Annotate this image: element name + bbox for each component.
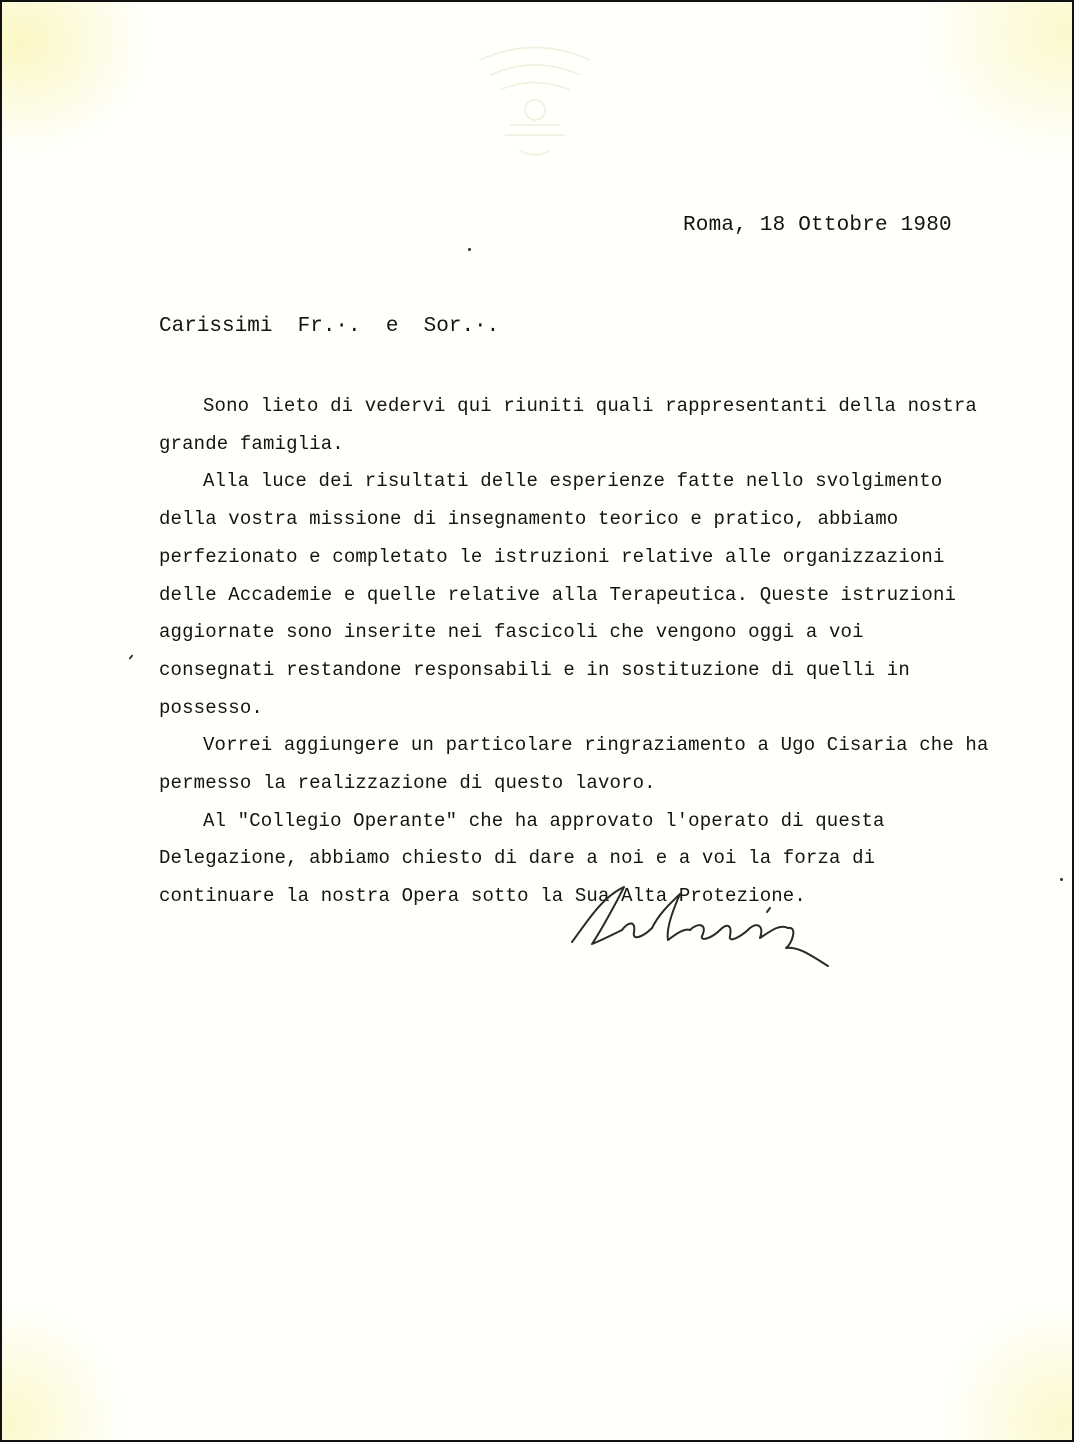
letter-date: Roma, 18 Ottobre 1980 bbox=[683, 214, 952, 237]
paragraph-instructions: Alla luce dei risultati delle esperienze fatte nello svolgimento della vostra missione di insegnamento teorico e pratico, abbiamo perfezionato e completato le istruzioni relative alle organizzazioni delle Accademie e quelle relative alla Terapeutica. Queste istruzioni aggiornate sono inserite nei fascicoli che vengono oggi a voi consegnati restandone responsabili e in sostituzione di quelli in possesso. bbox=[159, 470, 957, 719]
ink-speck bbox=[468, 248, 471, 251]
ink-speck bbox=[128, 654, 133, 660]
embossed-letterhead-icon bbox=[450, 30, 620, 180]
letter-salutation: Carissimi Fr.·. e Sor.·. bbox=[159, 315, 500, 338]
paragraph-closing: Al "Collegio Operante" che ha approvato l'operato di questa Delegazione, abbiamo chiesto di dare a noi e a voi la forza di continuare la nostra Opera sotto la Sua Alta Protezione. bbox=[159, 809, 885, 908]
handwritten-signature bbox=[562, 882, 842, 982]
ink-speck bbox=[1060, 878, 1063, 881]
paragraph-thanks: Vorrei aggiungere un particolare ringraziamento a Ugo Cisaria che ha permesso la realizzazione di questo lavoro. bbox=[159, 734, 989, 795]
paragraph-greeting: Sono lieto di vedervi qui riuniti quali rappresentanti della nostra grande famiglia. bbox=[159, 395, 977, 455]
letter-body bbox=[159, 388, 989, 916]
